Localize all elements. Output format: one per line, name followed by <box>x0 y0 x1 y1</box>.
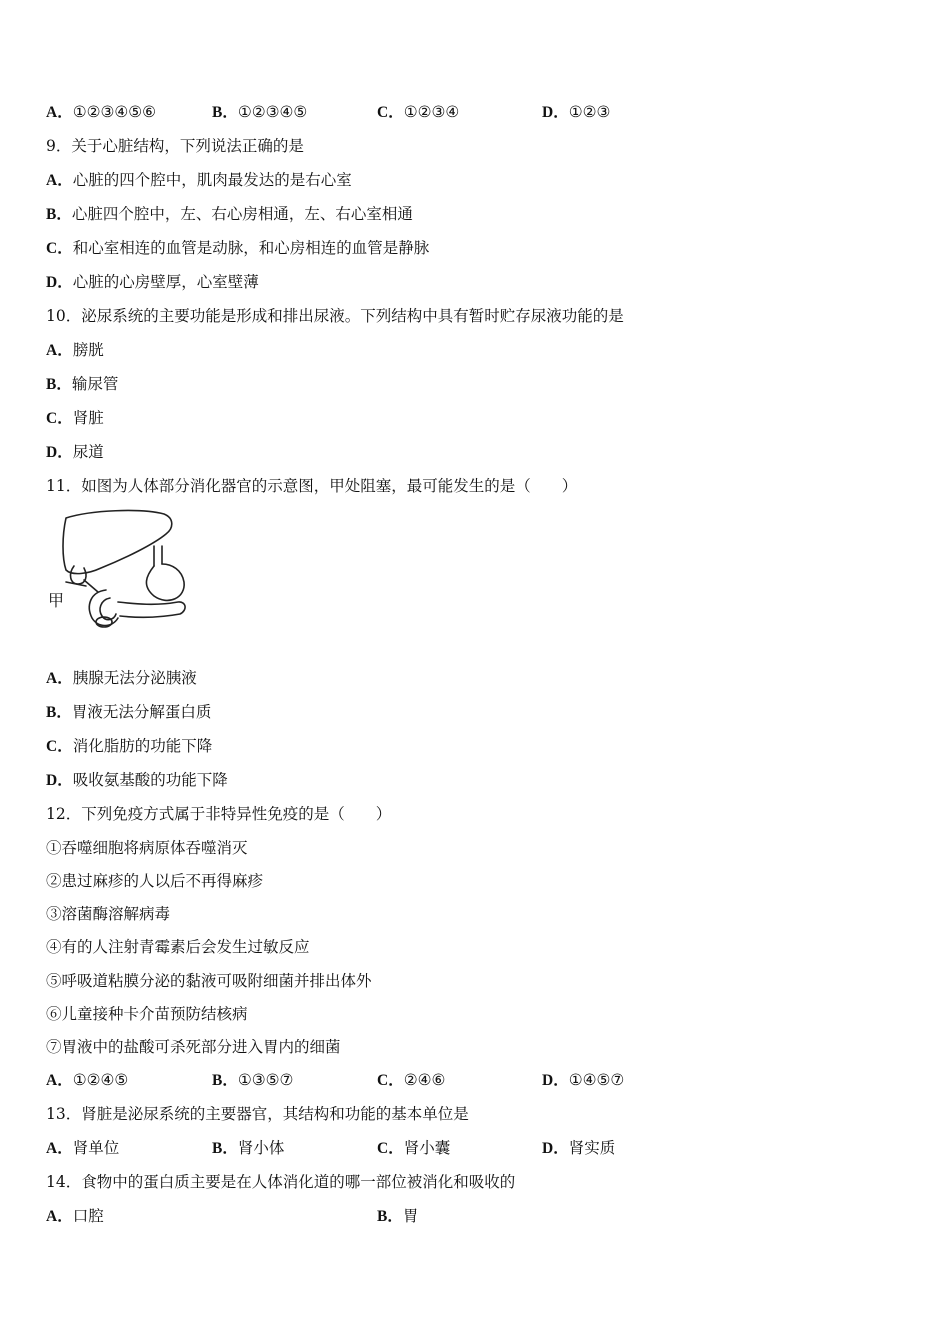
q11-stem: 11．如图为人体部分消化器官的示意图，甲处阻塞，最可能发生的是（ ） <box>46 477 578 495</box>
liver-shape <box>63 511 172 574</box>
q11-option-b[interactable]: B．胃液无法分解蛋白质 <box>46 703 212 721</box>
figure-label-jia: 甲 <box>48 591 65 610</box>
q8-option-d[interactable]: D．①②③ <box>542 103 611 121</box>
q11-option-a[interactable]: A．胰腺无法分泌胰液 <box>46 669 197 687</box>
q9-option-c[interactable]: C．和心室相连的血管是动脉，和心房相连的血管是静脉 <box>46 239 430 257</box>
q8-option-b[interactable]: B．①②③④⑤ <box>212 103 308 121</box>
q9-option-d[interactable]: D．心脏的心房壁厚，心室壁薄 <box>46 273 259 291</box>
pancreas-shape <box>118 602 185 617</box>
q12-option-a[interactable]: A．①②④⑤ <box>46 1071 129 1089</box>
q13-option-c[interactable]: C．肾小囊 <box>377 1139 451 1157</box>
q9-stem: 9．关于心脏结构，下列说法正确的是 <box>46 137 304 155</box>
q14-stem: 14．食物中的蛋白质主要是在人体消化道的哪一部位被消化和吸收的 <box>46 1173 516 1191</box>
q9-option-a[interactable]: A．心脏的四个腔中，肌肉最发达的是右心室 <box>46 171 352 189</box>
q12-item-1: ①吞噬细胞将病原体吞噬消灭 <box>46 839 248 857</box>
digestive-organs-figure <box>46 506 191 636</box>
duodenum-shape <box>89 590 118 626</box>
q10-option-c[interactable]: C．肾脏 <box>46 409 104 427</box>
gallbladder-shape <box>71 566 86 584</box>
q13-stem: 13．肾脏是泌尿系统的主要器官，其结构和功能的基本单位是 <box>46 1105 469 1123</box>
q13-option-b[interactable]: B．肾小体 <box>212 1139 285 1157</box>
q12-item-4: ④有的人注射青霉素后会发生过敏反应 <box>46 938 310 956</box>
q11-option-d[interactable]: D．吸收氨基酸的功能下降 <box>46 771 228 789</box>
q12-item-2: ②患过麻疹的人以后不再得麻疹 <box>46 872 264 890</box>
q12-item-5: ⑤呼吸道粘膜分泌的黏液可吸附细菌并排出体外 <box>46 972 372 990</box>
stomach-shape <box>146 564 184 600</box>
q10-stem: 10．泌尿系统的主要功能是形成和排出尿液。下列结构中具有暂时贮存尿液功能的是 <box>46 307 624 325</box>
q10-option-d[interactable]: D．尿道 <box>46 443 104 461</box>
q8-options <box>0 101 900 123</box>
q14-options <box>0 1205 900 1227</box>
esophagus-shape <box>154 546 162 566</box>
q11-option-c[interactable]: C．消化脂肪的功能下降 <box>46 737 213 755</box>
q9-option-b[interactable]: B．心脏四个腔中，左、右心房相通，左、右心室相通 <box>46 205 413 223</box>
q12-option-b[interactable]: B．①③⑤⑦ <box>212 1071 294 1089</box>
q10-option-a[interactable]: A．膀胱 <box>46 341 104 359</box>
digestive-organs-drawing <box>46 506 191 636</box>
q14-option-b[interactable]: B．胃 <box>377 1207 419 1225</box>
q12-item-7: ⑦胃液中的盐酸可杀死部分进入胃内的细菌 <box>46 1038 341 1056</box>
q14-option-a[interactable]: A．口腔 <box>46 1207 104 1225</box>
q12-options <box>0 1069 900 1091</box>
q10-option-b[interactable]: B．输尿管 <box>46 375 119 393</box>
q12-item-6: ⑥儿童接种卡介苗预防结核病 <box>46 1005 248 1023</box>
q8-option-a[interactable]: A．①②③④⑤⑥ <box>46 103 157 121</box>
q12-option-c[interactable]: C．②④⑥ <box>377 1071 446 1089</box>
q13-options <box>0 1137 900 1159</box>
q8-option-c[interactable]: C．①②③④ <box>377 103 460 121</box>
q13-option-a[interactable]: A．肾单位 <box>46 1139 120 1157</box>
q13-option-d[interactable]: D．肾实质 <box>542 1139 616 1157</box>
q12-option-d[interactable]: D．①④⑤⑦ <box>542 1071 625 1089</box>
q12-item-3: ③溶菌酶溶解病毒 <box>46 905 171 923</box>
q12-stem: 12．下列免疫方式属于非特异性免疫的是（ ） <box>46 805 392 823</box>
